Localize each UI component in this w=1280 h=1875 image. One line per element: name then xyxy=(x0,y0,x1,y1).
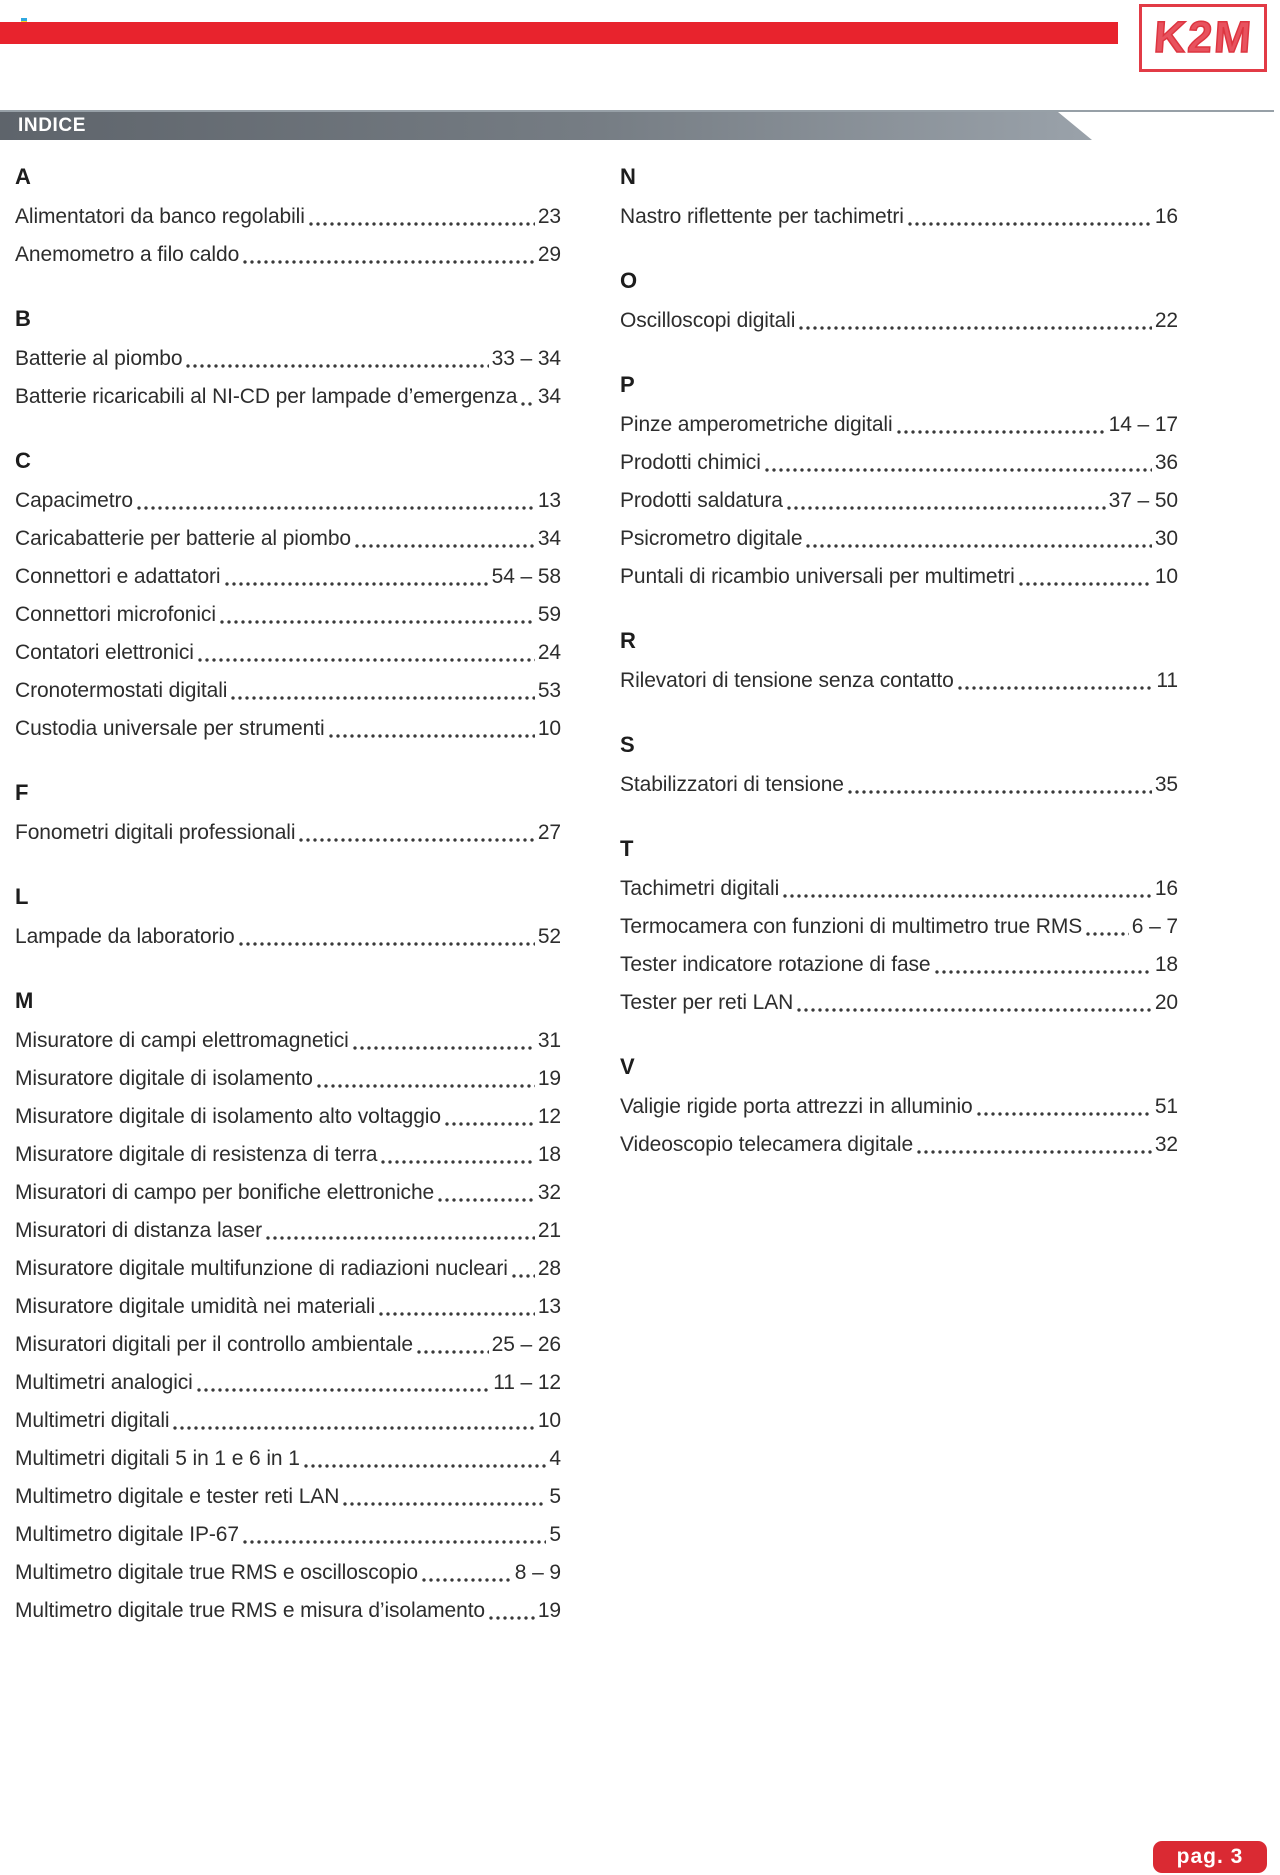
entry-page-number: 32 xyxy=(1154,1132,1178,1156)
entry-leader-dots xyxy=(1019,582,1152,586)
entry-page-number: 5 xyxy=(549,1484,561,1508)
entry-leader-dots xyxy=(783,894,1152,898)
entry-leader-dots xyxy=(897,430,1106,434)
entry-title: Rilevatori di tensione senza contatto xyxy=(620,668,954,692)
entry-page-number: 13 xyxy=(537,1294,561,1318)
index-entry xyxy=(620,906,1178,944)
entry-leader-dots xyxy=(304,1464,547,1468)
entry-title: Prodotti saldatura xyxy=(620,488,783,512)
entry-page-number: 16 xyxy=(1154,876,1178,900)
index-entry xyxy=(620,404,1178,442)
index-section-t xyxy=(620,830,1178,1020)
entry-leader-dots xyxy=(417,1350,489,1354)
entry-title: Misuratore digitale di resistenza di terra xyxy=(15,1142,378,1166)
index-entry xyxy=(620,764,1178,802)
entry-leader-dots xyxy=(797,1008,1152,1012)
entry-page-number: 13 xyxy=(537,488,561,512)
entry-page-number: 8 – 9 xyxy=(514,1560,561,1584)
entry-page-number: 10 xyxy=(1154,564,1178,588)
index-section-f xyxy=(15,774,561,850)
entry-title: Multimetri analogici xyxy=(15,1370,193,1394)
entry-title: Puntali di ricambio universali per multimetri xyxy=(620,564,1015,588)
index-entry xyxy=(620,660,1178,698)
index-entry xyxy=(15,1058,561,1096)
index-entry xyxy=(15,632,561,670)
entry-title: Connettori e adattatori xyxy=(15,564,221,588)
entry-title: Valigie rigide porta attrezzi in alluminio xyxy=(620,1094,973,1118)
index-entry xyxy=(15,518,561,556)
index-section-s xyxy=(620,726,1178,802)
entry-page-number: 53 xyxy=(537,678,561,702)
entry-title: Oscilloscopi digitali xyxy=(620,308,796,332)
index-entry xyxy=(15,1248,561,1286)
index-entry xyxy=(620,868,1178,906)
index-entry xyxy=(15,196,561,234)
section-letter: N xyxy=(620,164,636,189)
entry-title: Batterie al piombo xyxy=(15,346,183,370)
index-column-right xyxy=(620,158,1178,1190)
entry-leader-dots xyxy=(381,1160,535,1164)
entry-title: Misuratori di distanza laser xyxy=(15,1218,262,1242)
index-entry xyxy=(15,1210,561,1248)
entry-title: Connettori microfonici xyxy=(15,602,216,626)
entry-leader-dots xyxy=(765,468,1152,472)
entry-title: Cronotermostati digitali xyxy=(15,678,228,702)
entry-leader-dots xyxy=(243,260,535,264)
entry-title: Custodia universale per strumenti xyxy=(15,716,325,740)
index-entry xyxy=(15,1020,561,1058)
index-section-o xyxy=(620,262,1178,338)
entry-leader-dots xyxy=(799,326,1152,330)
section-letter: L xyxy=(15,884,29,909)
entry-page-number: 59 xyxy=(537,602,561,626)
entry-page-number: 22 xyxy=(1154,308,1178,332)
indice-bar-top-line xyxy=(0,110,1274,112)
entry-leader-dots xyxy=(848,790,1152,794)
index-entry xyxy=(620,1124,1178,1162)
entry-leader-dots xyxy=(977,1112,1152,1116)
entry-page-number: 52 xyxy=(537,924,561,948)
entry-page-number: 25 – 26 xyxy=(491,1332,561,1356)
entry-leader-dots xyxy=(353,1046,535,1050)
entry-leader-dots xyxy=(197,1388,490,1392)
entry-title: Multimetro digitale IP-67 xyxy=(15,1522,239,1546)
index-section-b xyxy=(15,300,561,414)
entry-leader-dots xyxy=(239,942,535,946)
entry-leader-dots xyxy=(137,506,535,510)
entry-leader-dots xyxy=(220,620,535,624)
entry-title: Misuratori digitali per il controllo ambientale xyxy=(15,1332,413,1356)
index-entry xyxy=(620,480,1178,518)
entry-page-number: 23 xyxy=(537,204,561,228)
entry-page-number: 28 xyxy=(537,1256,561,1280)
entry-title: Multimetri digitali xyxy=(15,1408,170,1432)
entry-title: Stabilizzatori di tensione xyxy=(620,772,844,796)
entry-title: Misuratore digitale umidità nei materiali xyxy=(15,1294,376,1318)
entry-leader-dots xyxy=(422,1578,512,1582)
entry-leader-dots xyxy=(935,970,1152,974)
entry-leader-dots xyxy=(173,1426,534,1430)
index-entry xyxy=(15,1362,561,1400)
entry-page-number: 36 xyxy=(1154,450,1178,474)
index-entry xyxy=(620,982,1178,1020)
entry-title: Multimetro digitale e tester reti LAN xyxy=(15,1484,340,1508)
index-entry xyxy=(15,594,561,632)
entry-title: Psicrometro digitale xyxy=(620,526,803,550)
entry-title: Tester per reti LAN xyxy=(620,990,794,1014)
page-title: INDICE xyxy=(18,115,86,136)
index-entry xyxy=(15,916,561,954)
entry-title: Alimentatori da banco regolabili xyxy=(15,204,305,228)
entry-title: Nastro riflettente per tachimetri xyxy=(620,204,904,228)
entry-page-number: 20 xyxy=(1154,990,1178,1014)
entry-leader-dots xyxy=(917,1150,1152,1154)
k2m-logo xyxy=(1139,4,1267,72)
entry-title: Misuratore digitale multifunzione di radiazioni nucleari xyxy=(15,1256,508,1280)
index-entry xyxy=(15,1590,561,1628)
entry-page-number: 10 xyxy=(537,1408,561,1432)
entry-page-number: 33 – 34 xyxy=(491,346,561,370)
section-letter: V xyxy=(620,1054,635,1079)
index-entry xyxy=(15,480,561,518)
entry-leader-dots xyxy=(186,364,488,368)
index-section-m xyxy=(15,982,561,1628)
index-entry xyxy=(620,556,1178,594)
section-letter: O xyxy=(620,268,638,293)
entry-page-number: 6 – 7 xyxy=(1131,914,1178,938)
section-letter: B xyxy=(15,306,31,331)
index-column-left xyxy=(15,158,561,1656)
index-section-a xyxy=(15,158,561,272)
entry-leader-dots xyxy=(231,696,534,700)
entry-leader-dots xyxy=(309,222,535,226)
index-entry xyxy=(620,196,1178,234)
section-letter: C xyxy=(15,448,31,473)
index-entry xyxy=(15,708,561,746)
entry-page-number: 27 xyxy=(537,820,561,844)
entry-title: Misuratori di campo per bonifiche elettroniche xyxy=(15,1180,435,1204)
index-entry xyxy=(620,518,1178,556)
top-red-bar xyxy=(0,22,1118,44)
entry-leader-dots xyxy=(438,1198,535,1202)
index-entry xyxy=(15,1096,561,1134)
entry-page-number: 54 – 58 xyxy=(491,564,561,588)
entry-title: Lampade da laboratorio xyxy=(15,924,235,948)
index-section-n xyxy=(620,158,1178,234)
entry-title: Tester indicatore rotazione di fase xyxy=(620,952,931,976)
entry-title: Fonometri digitali professionali xyxy=(15,820,296,844)
entry-page-number: 37 – 50 xyxy=(1108,488,1178,512)
entry-title: Capacimetro xyxy=(15,488,133,512)
index-entry xyxy=(620,442,1178,480)
section-letter: M xyxy=(15,988,34,1013)
index-entry xyxy=(15,556,561,594)
index-entry xyxy=(15,1400,561,1438)
index-entry xyxy=(15,670,561,708)
index-entry xyxy=(620,300,1178,338)
entry-title: Prodotti chimici xyxy=(620,450,761,474)
entry-page-number: 35 xyxy=(1154,772,1178,796)
page-number-badge xyxy=(1153,1841,1267,1873)
entry-title: Multimetro digitale true RMS e oscilloscopio xyxy=(15,1560,418,1584)
entry-leader-dots xyxy=(198,658,535,662)
entry-page-number: 29 xyxy=(537,242,561,266)
entry-page-number: 4 xyxy=(549,1446,561,1470)
entry-page-number: 34 xyxy=(537,384,561,408)
page-number-label: pag. 3 xyxy=(1176,1845,1244,1868)
entry-title: Anemometro a filo caldo xyxy=(15,242,240,266)
entry-leader-dots xyxy=(787,506,1106,510)
entry-leader-dots xyxy=(266,1236,535,1240)
entry-page-number: 10 xyxy=(537,716,561,740)
entry-leader-dots xyxy=(329,734,535,738)
entry-leader-dots xyxy=(489,1616,535,1620)
entry-title: Termocamera con funzioni di multimetro true RMS xyxy=(620,914,1083,938)
entry-leader-dots xyxy=(343,1502,546,1506)
entry-page-number: 31 xyxy=(537,1028,561,1052)
entry-leader-dots xyxy=(958,686,1154,690)
index-section-v xyxy=(620,1048,1178,1162)
index-entry xyxy=(15,1476,561,1514)
index-section-c xyxy=(15,442,561,746)
entry-title: Videoscopio telecamera digitale xyxy=(620,1132,914,1156)
entry-page-number: 30 xyxy=(1154,526,1178,550)
indice-bar xyxy=(0,112,1092,140)
index-entry xyxy=(15,1514,561,1552)
entry-leader-dots xyxy=(521,402,535,406)
entry-title: Batterie ricaricabili al NI-CD per lampade d’emergenza xyxy=(15,384,518,408)
entry-title: Misuratore digitale di isolamento xyxy=(15,1066,313,1090)
entry-leader-dots xyxy=(225,582,489,586)
section-letter: A xyxy=(15,164,31,189)
entry-leader-dots xyxy=(908,222,1152,226)
entry-title: Misuratore di campi elettromagnetici xyxy=(15,1028,349,1052)
entry-page-number: 21 xyxy=(537,1218,561,1242)
entry-leader-dots xyxy=(806,544,1151,548)
entry-page-number: 24 xyxy=(537,640,561,664)
index-entry xyxy=(15,1324,561,1362)
entry-title: Tachimetri digitali xyxy=(620,876,780,900)
entry-page-number: 5 xyxy=(549,1522,561,1546)
index-entry xyxy=(620,944,1178,982)
entry-page-number: 11 xyxy=(1156,668,1178,692)
entry-page-number: 34 xyxy=(537,526,561,550)
entry-page-number: 32 xyxy=(537,1180,561,1204)
index-entry xyxy=(15,1552,561,1590)
index-entry xyxy=(15,1134,561,1172)
index-entry xyxy=(620,1086,1178,1124)
entry-leader-dots xyxy=(512,1274,535,1278)
entry-page-number: 18 xyxy=(537,1142,561,1166)
entry-page-number: 11 – 12 xyxy=(493,1370,561,1394)
entry-page-number: 16 xyxy=(1154,204,1178,228)
entry-leader-dots xyxy=(243,1540,546,1544)
index-entry xyxy=(15,376,561,414)
entry-page-number: 14 – 17 xyxy=(1108,412,1178,436)
section-letter: T xyxy=(620,836,634,861)
entry-leader-dots xyxy=(379,1312,535,1316)
entry-page-number: 19 xyxy=(537,1066,561,1090)
index-entry xyxy=(15,1172,561,1210)
entry-page-number: 18 xyxy=(1154,952,1178,976)
entry-page-number: 51 xyxy=(1154,1094,1178,1118)
k2m-logo-text: K2M xyxy=(1151,13,1255,62)
entry-leader-dots xyxy=(299,838,534,842)
index-section-r xyxy=(620,622,1178,698)
entry-leader-dots xyxy=(445,1122,535,1126)
entry-page-number: 19 xyxy=(537,1598,561,1622)
section-letter: R xyxy=(620,628,636,653)
index-entry xyxy=(15,1438,561,1476)
index-section-p xyxy=(620,366,1178,594)
entry-title: Multimetri digitali 5 in 1 e 6 in 1 xyxy=(15,1446,300,1470)
entry-leader-dots xyxy=(1086,932,1129,936)
entry-title: Multimetro digitale true RMS e misura d’isolamento xyxy=(15,1598,486,1622)
entry-page-number: 12 xyxy=(537,1104,561,1128)
entry-title: Misuratore digitale di isolamento alto voltaggio xyxy=(15,1104,441,1128)
entry-title: Pinze amperometriche digitali xyxy=(620,412,893,436)
index-entry xyxy=(15,234,561,272)
index-entry xyxy=(15,338,561,376)
entry-leader-dots xyxy=(355,544,535,548)
index-section-l xyxy=(15,878,561,954)
entry-leader-dots xyxy=(317,1084,535,1088)
index-entry xyxy=(15,812,561,850)
entry-title: Caricabatterie per batterie al piombo xyxy=(15,526,351,550)
entry-title: Contatori elettronici xyxy=(15,640,194,664)
section-letter: F xyxy=(15,780,29,805)
section-letter: P xyxy=(620,372,635,397)
index-entry xyxy=(15,1286,561,1324)
section-letter: S xyxy=(620,732,635,757)
